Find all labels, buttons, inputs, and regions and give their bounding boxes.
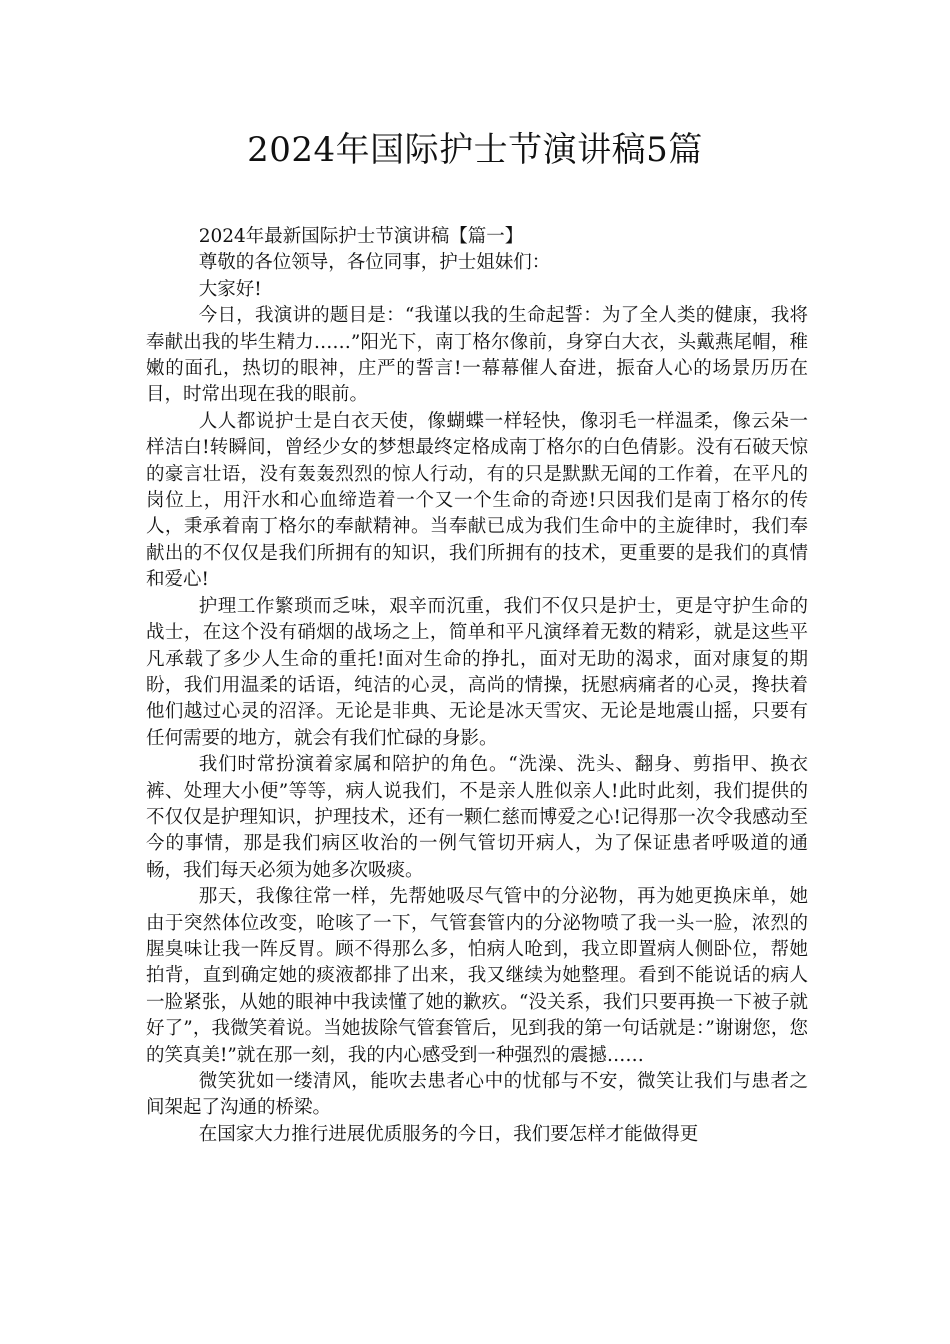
- document-body: [146, 224, 808, 1148]
- paragraph: 今日，我演讲的题目是：“我谨以我的生命起誓：为了全人类的健康，我将奉献出我的毕生精力……”阳光下，南丁格尔像前，身穿白大衣，头戴燕尾帽，稚嫩的面孔，热切的眼神，庄严的誓言!一幕幕催人奋进，振奋人心的场景历历在目，时常出现在我的眼前。: [146, 305, 808, 406]
- paragraph: 人人都说护士是白衣天使，像蝴蝶一样轻快，像羽毛一样温柔，像云朵一样洁白!转瞬间，曾经少女的梦想最终定格成南丁格尔的白色倩影。没有石破天惊的豪言壮语，没有轰轰烈烈的惊人行动，有的只是默默无闻的工作着，在平凡的岗位上，用汗水和心血缔造着一个又一个生命的奇迹!只因我们是南丁格尔的传人，秉承着南丁格尔的奉献精神。当奉献已成为我们生命中的主旋律时，我们奉献出的不仅仅是我们所拥有的知识，我们所拥有的技术，更重要的是我们的真情和爱心!: [146, 410, 808, 591]
- paragraph: 在国家大力推行进展优质服务的今日，我们要怎样才能做得更: [198, 1123, 699, 1145]
- section-heading: 2024年最新国际护士节演讲稿【篇一】: [198, 226, 524, 247]
- paragraph: 我们时常扮演着家属和陪护的角色。“洗澡、洗头、翻身、剪指甲、换衣裤、处理大小便”等等，病人说我们，不是亲人胜似亲人!此时此刻，我们提供的不仅仅是护理知识，护理技术，还有一颗仁慈而博爱之心!记得那一次令我感动至今的事情，那是我们病区收治的一例气管切开病人，为了保证患者呼吸道的通畅，我们每天必须为她多次吸痰。: [146, 754, 808, 881]
- paragraph: 微笑犹如一缕清风，能吹去患者心中的忧郁与不安，微笑让我们与患者之间架起了沟通的桥梁。: [146, 1071, 808, 1119]
- greeting: 大家好!: [198, 278, 262, 300]
- paragraph: 护理工作繁琐而乏味，艰辛而沉重，我们不仅只是护士，更是守护生命的战士，在这个没有硝烟的战场之上，简单和平凡演绎着无数的精彩，就是这些平凡承载了多少人生命的重托!面对生命的挣扎，面对无助的渴求，面对康复的期盼，我们用温柔的话语，纯洁的心灵，高尚的情操，抚慰病痛者的心灵，搀扶着他们越过心灵的沼泽。无论是非典、无论是冰天雪灾、无论是地震山摇，只要有任何需要的地方，就会有我们忙碌的身影。: [146, 595, 808, 749]
- document-title: 2024年国际护士节演讲稿5篇: [247, 130, 703, 170]
- salutation: 尊敬的各位领导，各位同事，护士姐妹们：: [198, 252, 551, 274]
- paragraph: 那天，我像往常一样，先帮她吸尽气管中的分泌物，再为她更换床单，她由于突然体位改变，呛咳了一下，气管套管内的分泌物喷了我一头一脸，浓烈的腥臭味让我一阵反胃。顾不得那么多，怕病人呛到，我立即置病人侧卧位，帮她拍背，直到确定她的痰液都排了出来，我又继续为她整理。看到不能说话的病人一脸紧张，从她的眼神中我读懂了她的歉疚。“没关系，我们只要再换一下被子就好了”，我微笑着说。当她拔除气管套管后，见到我的第一句话就是：”谢谢您，您的笑真美!”就在那一刻，我的内心感受到一种强烈的震撼……: [146, 886, 808, 1066]
